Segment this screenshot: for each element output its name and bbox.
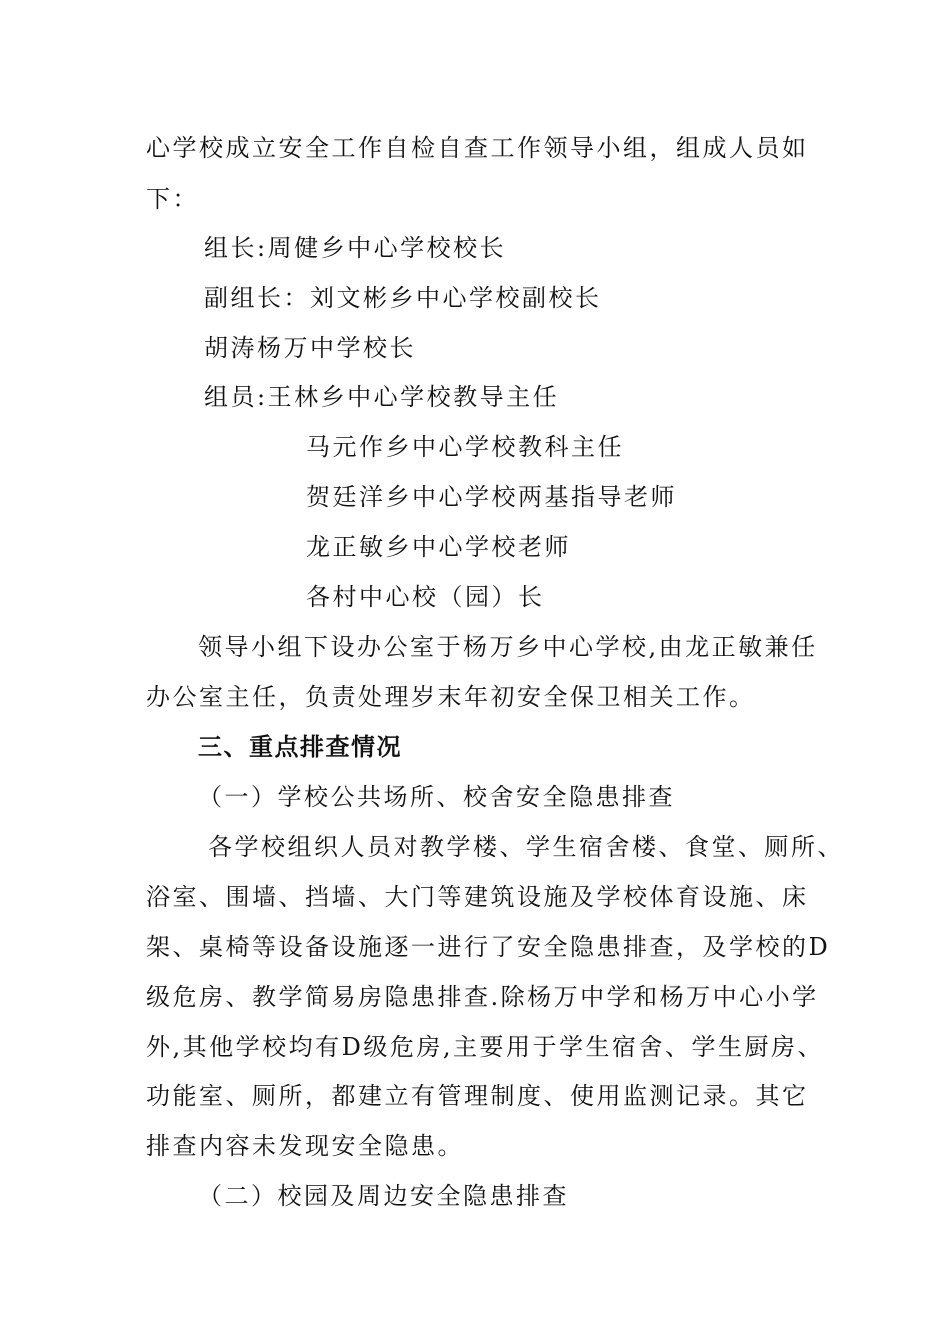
subsection-heading: （一）学校公共场所、校舍安全隐患排查: [198, 783, 675, 811]
member-line: 各村中心校（园）长: [306, 583, 545, 611]
paragraph-line: 浴室、围墙、挡墙、大门等建筑设施及学校体育设施、床: [146, 883, 809, 911]
member-line: 马元作乡中心学校教科主任: [306, 433, 624, 461]
member-line: 组长:周健乡中心学校校长: [204, 234, 507, 262]
paragraph-line: 办公室主任，负责处理岁末年初安全保卫相关工作。: [146, 683, 756, 711]
paragraph-line: 各学校组织人员对教学楼、学生宿舍楼、食堂、厕所、: [208, 833, 844, 861]
paragraph-line: 领导小组下设办公室于杨万乡中心学校,由龙正敏兼任: [198, 633, 818, 661]
member-line: 副组长：刘文彬乡中心学校副校长: [204, 284, 602, 312]
member-line: 龙正敏乡中心学校老师: [306, 533, 571, 561]
paragraph-line: 架、桌椅等设备设施逐一进行了安全隐患排查，及学校的D: [146, 933, 831, 961]
subsection-heading: （二）校园及周边安全隐患排查: [198, 1182, 569, 1210]
member-line: 胡涛杨万中学校长: [204, 334, 416, 362]
member-line: 组员:王林乡中心学校教导主任: [204, 383, 560, 411]
section-heading: 三、重点排查情况: [198, 732, 402, 761]
paragraph-line: 外,其他学校均有D级危房,主要用于学生宿舍、学生厨房、: [146, 1033, 824, 1061]
paragraph-line: 排查内容未发现安全隐患。: [146, 1132, 464, 1160]
paragraph-line: 下：: [146, 185, 199, 213]
member-line: 贺廷洋乡中心学校两基指导老师: [306, 483, 677, 511]
paragraph-line: 心学校成立安全工作自检自查工作领导小组，组成人员如: [146, 134, 809, 162]
paragraph-line: 功能室、厕所，都建立有管理制度、使用监测记录。其它: [146, 1082, 809, 1110]
paragraph-line: 级危房、教学简易房隐患排查.除杨万中学和杨万中心小学: [146, 983, 819, 1011]
